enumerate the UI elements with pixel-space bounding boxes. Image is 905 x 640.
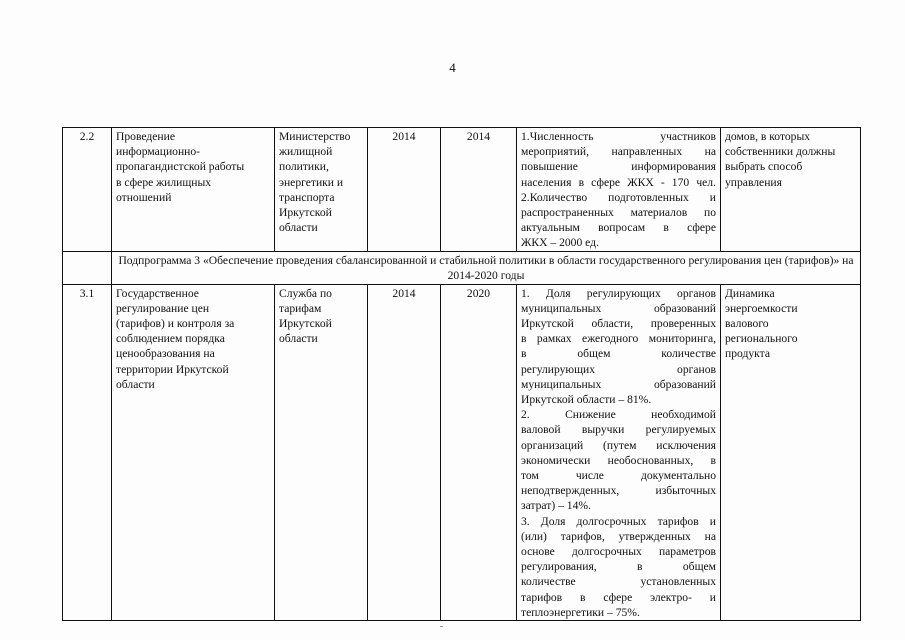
executor: Министерство жилищной политики, энергетики и транспорта Иркутской области bbox=[275, 128, 368, 252]
page-number: 4 bbox=[449, 60, 456, 75]
start-year: 2014 bbox=[368, 284, 441, 620]
expected-result: домов, в которых собственники должны выбрать способ управления bbox=[721, 128, 861, 252]
expected-result: Динамика энергоемкости валового регионального продукта bbox=[721, 284, 861, 620]
executor: Служба по тарифам Иркутской области bbox=[275, 284, 368, 620]
start-year: 2014 bbox=[368, 128, 441, 252]
subprogram-row bbox=[63, 251, 861, 284]
row-number: 3.1 bbox=[63, 284, 112, 620]
table-row bbox=[63, 284, 861, 620]
scan-speck bbox=[440, 626, 443, 627]
activity-name: Проведение информационно- пропагандистской работы в сфере жилищных отношений bbox=[112, 128, 275, 252]
indicators: 1. Доля регулирующих органов муниципальных образований Иркутской области, проверенных в рамках ежегодного мониторинга, в общем количестве регулирующих органов муниципальных образований Иркутской области – 81%. 2. Снижение необходимой валовой выручки регулируемых организаций (путем исключения экономически необоснованных, в том числе документально неподтвержденных, избыточных затрат) – 14%. 3. Доля долгосрочных тарифов и (или) тарифов, утвержденных на основе долгосрочных параметров регулирования, в общем количестве установленных тарифов в сфере электро- и теплоэнергетики – 75%. bbox=[517, 284, 721, 620]
row-number: 2.2 bbox=[63, 128, 112, 252]
end-year: 2014 bbox=[441, 128, 517, 252]
end-year: 2020 bbox=[441, 284, 517, 620]
subprogram-title: Подпрограмма 3 «Обеспечение проведения сбалансированной и стабильной политики в области государственного регулирования цен (тарифов)» на 2014-2020 годы bbox=[112, 251, 861, 284]
activity-name: Государственное регулирование цен (тарифов) и контроля за соблюдением порядка ценообразования на территории Иркутской области bbox=[112, 284, 275, 620]
table-row bbox=[63, 128, 861, 252]
indicators: 1.Численность участников мероприятий, направленных на повышение информирования населения в сфере ЖКХ - 170 чел. 2.Количество подготовленных и распространенных материалов по актуальным вопросам в сфере ЖКХ – 2000 ед. bbox=[517, 128, 721, 252]
program-table bbox=[62, 127, 861, 621]
